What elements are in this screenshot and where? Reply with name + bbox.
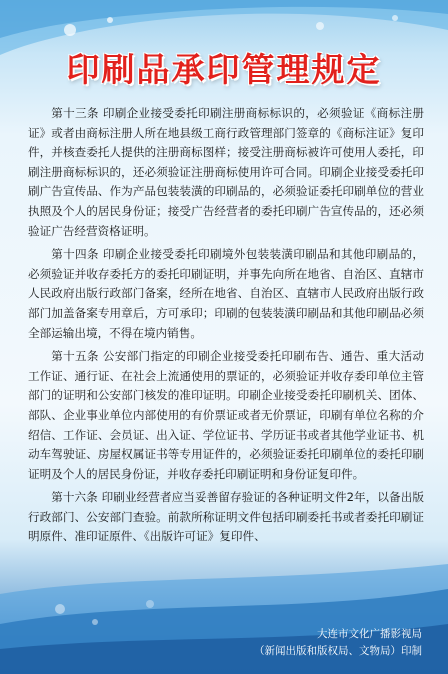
article-16: 第十六条 印刷业经营者应当妥善留存验证的各种证明文件2年，以备出版行政部门、公安部门查验。前款所称证明文件包括印刷委托书或者委托印刷证明原件、准印证原件、《出版许可证》复印件、 [28,490,424,544]
issuer-departments: （新闻出版和版权局、文物局）印制 [254,645,422,657]
article-14: 第十四条 印刷企业接受委托印刷境外包装装潢印刷品和其他印刷品的，必须验证并收存委托方的委托印刷证明，并事先向所在地省、自治区、直辖市人民政府出版行政部门备案，经所在地省、自治区、直辖市人民政府出版行政部门加盖备案专用章后，方可承印；印刷的包装装潢印刷品和其他印刷品必须全部运输出境，不得在境内销售。 [28,247,424,340]
issuer-footer [254,626,422,660]
article-15: 第十五条 公安部门指定的印刷企业接受委托印刷布告、通告、重大活动工作证、通行证、在社会上流通使用的票证的，必须验证并收存委印单位主管部门的证明和公安部门核发的准印证明。印刷企业接受委托印刷机关、团体、部队、企业事业单位内部使用的有价票证或者无价票证，印刷有单位名称的介绍信、工作证、会员证、出入证、学位证书、学历证书或者其他学业证书、机动车驾驶证、房屋权属证书等专用证件的，必须验证委托印刷单位的委托印刷证明及个人的居民身份证，并收存委托印刷证明和身份证复印件。 [28,349,424,481]
page-title: 印刷品承印管理规定 [66,50,382,89]
regulation-text [28,104,424,551]
issuer-name: 大连市文化广播影视局 [317,628,422,640]
article-13: 第十三条 印刷企业接受委托印刷注册商标标识的，必须验证《商标注册证》或者由商标注册人所在地县级工商行政管理部门签章的《商标注证》复印件，并核查委托人提供的注册商标图样；接受注册商标被许可使用人委托，印刷注册商标标识的，还必须验证注册商标使用许可合同。印刷企业接受委托印刷广告宣传品、作为产品包装装潢的印刷品的，必须验证委托印刷单位的营业执照及个人的居民身份证；接受广告经营者的委托印刷广告宣传品的，还必须验证广告经营资格证明。 [28,106,424,238]
